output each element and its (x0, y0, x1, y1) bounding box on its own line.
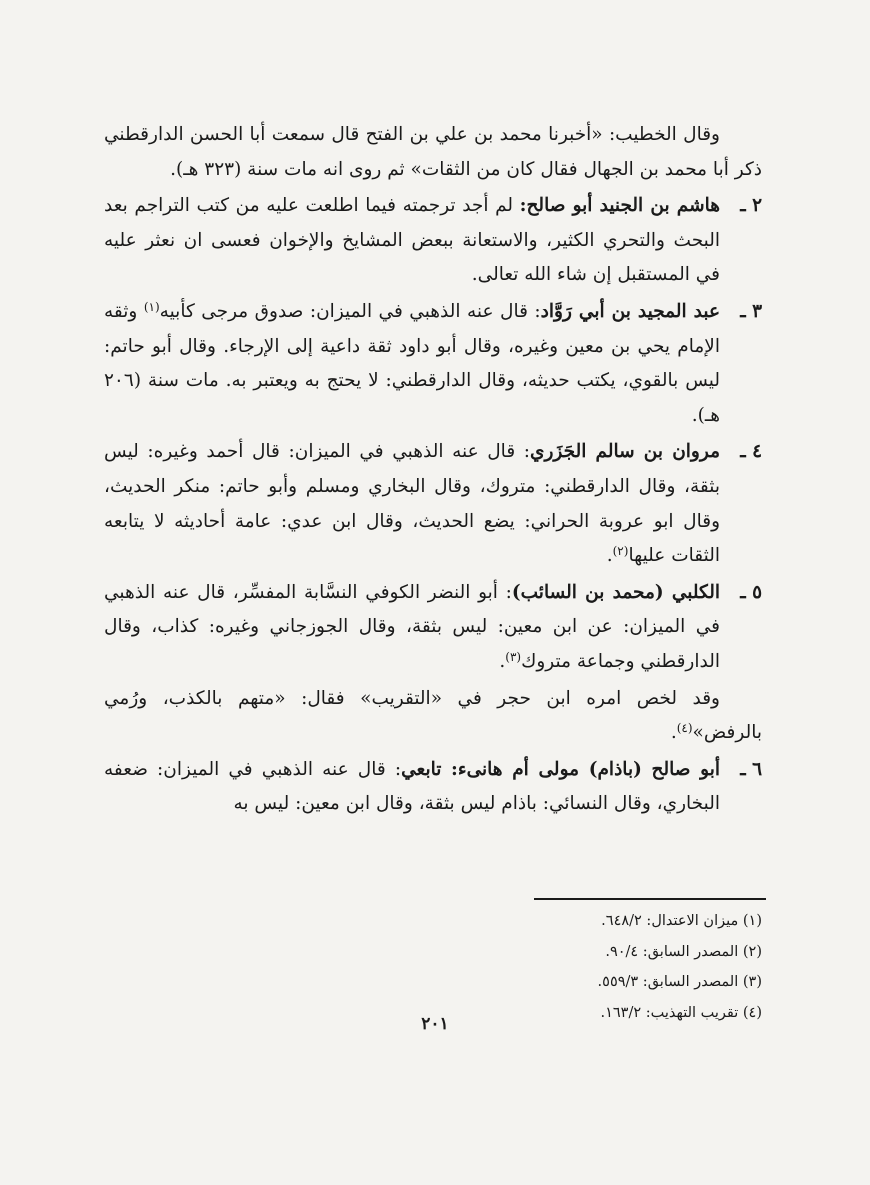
entry-6 (104, 753, 762, 822)
entry-name: الكلبي (محمد بن السائب) (511, 581, 720, 603)
entry-number: ٦ ـ (740, 758, 762, 780)
entry-text: : قال عنه الذهبي في الميزان: قال أحمد وغيره: ليس بثقة، وقال الدارقطني: متروك، وقال البخاري ومسلم وأبو حاتم: منكر الحديث، وقال ابو عروبة الحراني: يضع الحديث، وقال ابن عدي: عامة أحاديثه لا يتابعه الثقات عليها (104, 441, 720, 567)
entry-number: ٥ ـ (740, 581, 762, 603)
page-number: ٢٠١ (421, 1014, 449, 1034)
entry-name: مروان بن سالم الجَزَري (530, 441, 720, 463)
note-text: وقد لخص امره ابن حجر في «التقريب» فقال: «متهم بالكذب، ورُمي بالرفض» (104, 687, 762, 744)
entry-text: : قال عنه الذهبي في الميزان: ضعفه البخاري، وقال النسائي: باذام ليس بثقة، وقال ابن معين: ليس به (104, 758, 720, 815)
footnote-ref: (٤) (676, 721, 693, 736)
intro-text: وقال الخطيب: «أخبرنا محمد بن علي بن الفتح قال سمعت أبا الحسن الدارقطني ذكر أبا محمد بن الجهال فقال كان من الثقات» ثم روى انه مات سنة (٣٢٣ هـ). (104, 124, 762, 180)
entry-text: : قال عنه الذهبي في الميزان: صدوق مرجى كأبيه (159, 300, 541, 322)
entry-5 (104, 576, 762, 680)
entry-2 (104, 189, 762, 293)
footnote-4: (٤) تقريب التهذيب: ١٦٣/٢. (600, 1004, 762, 1021)
footnote-2: (٢) المصدر السابق: ٩٠/٤. (605, 943, 762, 960)
footnote-ref: (٣) (505, 649, 522, 664)
footnote-1: (١) ميزان الاعتدال: ٦٤٨/٢. (601, 913, 762, 929)
entry-text: لم أجد ترجمته فيما اطلعت عليه من كتب التراجم بعد البحث والتحري الكثير، والاستعانة ببعض المشايخ والإخوان فعسى ان نعثر عليه في المستقبل إن شاء الله تعالى. (104, 195, 720, 286)
entry-name: عبد المجيد بن أبي رَوَّاد (540, 300, 720, 322)
entry-text: : أبو النضر الكوفي النسَّابة المفسِّر، قال عنه الذهبي في الميزان: عن ابن معين: ليس بثقة، وقال الجوزجاني وغيره: كذاب، وقال الدارقطني وجماعة متروك (104, 581, 720, 672)
entry-name: هاشم بن الجنيد أبو صالح: (519, 195, 720, 217)
entry-number: ٤ ـ (740, 441, 762, 463)
footnotes (104, 906, 762, 1028)
footnote-separator (534, 898, 766, 900)
intro-paragraph (104, 118, 762, 187)
footnote-ref: (٢) (612, 544, 629, 559)
entry-4 (104, 435, 762, 573)
footnote-3: (٣) المصدر السابق: ٥٥٩/٣. (597, 974, 762, 990)
entry-text: . (499, 650, 506, 672)
footnote-ref: (١) (143, 299, 160, 314)
entry-number: ٢ ـ (740, 195, 762, 217)
note-paragraph (104, 682, 762, 751)
entry-name: أبو صالح (باذام) مولى أم هانىء: تابعي (401, 758, 720, 780)
entry-3 (104, 295, 762, 433)
entry-text: وثقه الإمام يحي بن معين وغيره، وقال أبو داود ثقة داعية إلى الإرجاء. وقال أبو حاتم: ليس بالقوي، يكتب حديثه، وقال الدارقطني: لا يحتج به ويعتبر به. مات سنة (٢٠٦ هـ). (104, 300, 720, 426)
entry-number: ٣ ـ (740, 300, 762, 322)
main-text (104, 118, 762, 822)
entry-text: . (606, 545, 613, 567)
note-text: . (670, 722, 677, 744)
